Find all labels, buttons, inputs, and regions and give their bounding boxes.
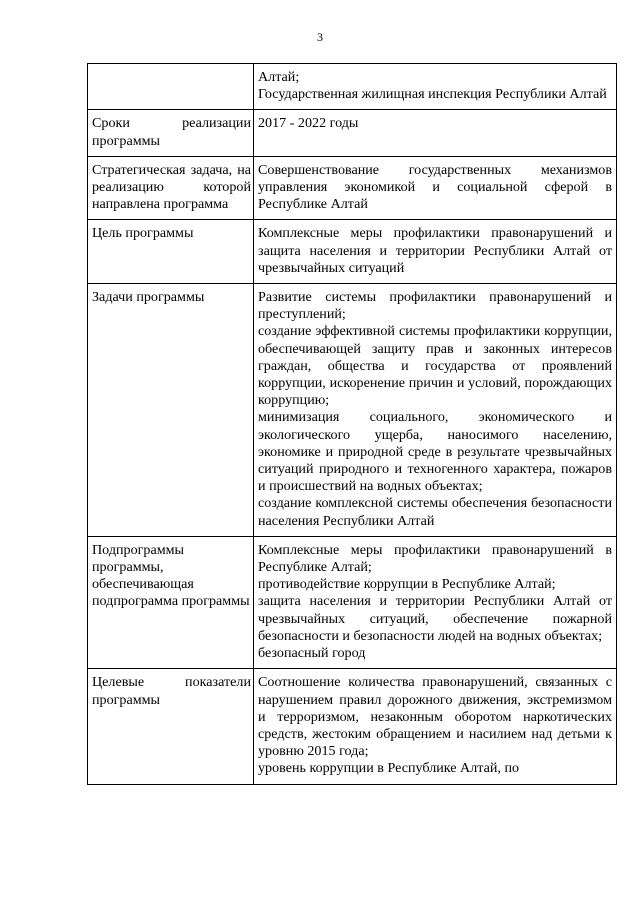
value-paragraph: Соотношение количества правонарушений, связанных с нарушением правил дорожного движения, экстремизмом и терроризмом, незаконным оборотом наркотических средств, жестоким обращением и насилием над детьми к уровню 2015 года;	[258, 674, 612, 760]
value-paragraph: противодействие коррупции в Республике Алтай;	[258, 576, 556, 593]
value-paragraph: минимизация социального, экономического и экологического ущерба, наносимого населению, экономике и природной среде в результате чрезвычайных ситуаций природного и техногенного характера, пожаров и происшествий на водных объектах;	[258, 409, 612, 495]
row-value	[254, 220, 617, 284]
row-value	[254, 669, 617, 784]
row-value	[254, 284, 617, 537]
value-paragraph: создание эффективной системы профилактики коррупции, обеспечивающей защиту прав и законных интересов граждан, общества и государства от проявлений коррупции, искоренение причин и условий, порождающих коррупцию;	[258, 323, 612, 409]
value-paragraph: Алтай;	[258, 69, 300, 85]
table-row-subprograms	[88, 536, 617, 668]
row-label: Цель программы	[88, 220, 254, 284]
table-row-target-indicators	[88, 669, 617, 784]
value-paragraph: защита населения и территории Республики Алтай от чрезвычайных ситуаций, обеспечение пожарной безопасности и безопасности людей на водных объектах;	[258, 593, 612, 644]
row-value	[254, 536, 617, 668]
value-paragraph: Развитие системы профилактики правонарушений и преступлений;	[258, 289, 612, 323]
page-number: 3	[317, 30, 323, 44]
row-label: Задачи программы	[88, 284, 254, 537]
row-value	[254, 156, 617, 220]
value-paragraph: 2017 - 2022 годы	[258, 115, 359, 132]
row-label: Сроки реализации программы	[88, 110, 254, 156]
value-paragraph: Комплексные меры профилактики правонарушений и защита населения и территории Республики Алтай от чрезвычайных ситуаций	[258, 225, 612, 276]
value-paragraph: Государственная жилищная инспекция Республики Алтай	[258, 86, 607, 103]
value-paragraph: создание комплексной системы обеспечения безопасности населения Республики Алтай	[258, 495, 612, 529]
row-label	[88, 64, 254, 110]
table-row-strategic-task	[88, 156, 617, 220]
value-paragraph: Совершенствование государственных механизмов управления экономикой и социальной сферой в Республике Алтай	[258, 161, 612, 213]
table-row-program-tasks	[88, 284, 617, 537]
value-paragraph: уровень коррупции в Республике Алтай, по	[258, 760, 520, 777]
row-label: Целевые показатели программы	[88, 669, 254, 784]
row-label: Подпрограммы программы, обеспечивающая подпрограмма программы	[88, 536, 254, 668]
row-label: Стратегическая задача, на реализацию которой направлена программа	[88, 156, 254, 220]
row-value	[254, 64, 617, 110]
table-row-implementation-period	[88, 110, 617, 156]
value-paragraph: безопасный город	[258, 645, 366, 662]
value-paragraph: Комплексные меры профилактики правонарушений в Республике Алтай;	[258, 541, 612, 576]
table-row-continuation	[88, 64, 617, 110]
table-row-program-goal	[88, 220, 617, 284]
row-value	[254, 110, 617, 156]
program-passport-table	[87, 63, 617, 785]
